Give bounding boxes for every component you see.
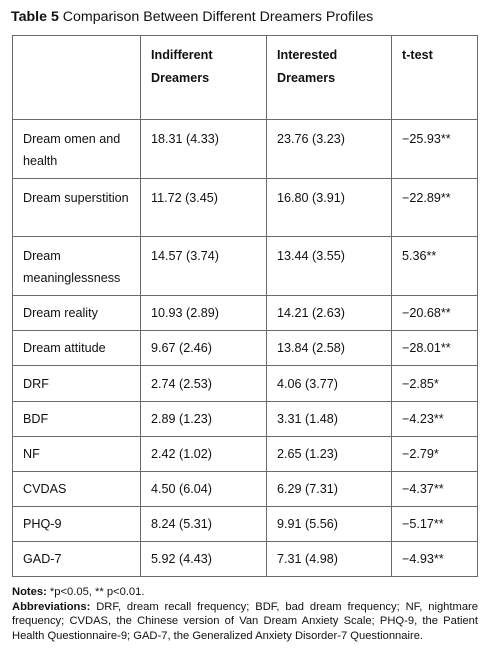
cell-t-test: −4.93** [392, 542, 478, 577]
cell-variable: Dream meaninglessness [13, 237, 141, 296]
cell-interested: 2.65 (1.23) [267, 437, 392, 472]
cell-variable: DRF [13, 366, 141, 402]
cell-variable: GAD-7 [13, 542, 141, 577]
cell-indifferent: 14.57 (3.74) [141, 237, 267, 296]
cell-variable: Dream superstition [13, 179, 141, 237]
table-row [13, 331, 478, 366]
header-row [13, 36, 478, 120]
abbreviations-text: DRF, dream recall frequency; BDF, bad dream frequency; NF, nightmare frequency; CVDAS, the Chinese version of Van Dream Anxiety Scale; PHQ-9, the Patient Health Questionnaire-9; GAD-7, the Generalized Anxiety Disorder-7 Questionnaire. [12, 600, 478, 642]
cell-t-test: −5.17** [392, 507, 478, 542]
cell-interested: 7.31 (4.98) [267, 542, 392, 577]
header-interested-label: Interested Dreamers [277, 48, 338, 85]
header-interested-dreamers [267, 36, 392, 120]
cell-indifferent: 2.89 (1.23) [141, 402, 267, 437]
table-caption [11, 8, 477, 26]
cell-variable: PHQ-9 [13, 507, 141, 542]
notes-line [12, 585, 478, 600]
header-indifferent-dreamers [141, 36, 267, 120]
cell-interested: 13.84 (2.58) [267, 331, 392, 366]
cell-variable: Dream attitude [13, 331, 141, 366]
cell-t-test: −22.89** [392, 179, 478, 237]
cell-indifferent: 8.24 (5.31) [141, 507, 267, 542]
cell-indifferent: 10.93 (2.89) [141, 296, 267, 331]
cell-interested: 16.80 (3.91) [267, 179, 392, 237]
cell-t-test: −4.23** [392, 402, 478, 437]
cell-variable: BDF [13, 402, 141, 437]
table-row [13, 120, 478, 179]
table-row [13, 542, 478, 577]
cell-indifferent: 9.67 (2.46) [141, 331, 267, 366]
cell-interested: 4.06 (3.77) [267, 366, 392, 402]
table-row [13, 237, 478, 296]
cell-indifferent: 2.74 (2.53) [141, 366, 267, 402]
cell-t-test: −2.85* [392, 366, 478, 402]
header-indifferent-label: Indifferent Dreamers [151, 48, 213, 85]
notes-text: *p<0.05, ** p<0.01. [46, 586, 145, 598]
header-variable [13, 36, 141, 120]
table-notes [12, 585, 478, 643]
table-label: Table 5 [11, 9, 59, 25]
table-row [13, 472, 478, 507]
header-t-test: t-test [392, 36, 478, 120]
table-row [13, 507, 478, 542]
comparison-table [12, 35, 478, 577]
notes-label: Notes: [12, 586, 47, 598]
abbreviations-line [12, 600, 478, 644]
cell-t-test: 5.36** [392, 237, 478, 296]
cell-interested: 9.91 (5.56) [267, 507, 392, 542]
table-row [13, 402, 478, 437]
cell-variable: CVDAS [13, 472, 141, 507]
cell-interested: 13.44 (3.55) [267, 237, 392, 296]
table-row [13, 296, 478, 331]
table-row [13, 179, 478, 237]
cell-indifferent: 5.92 (4.43) [141, 542, 267, 577]
table-header [13, 36, 478, 120]
cell-indifferent: 4.50 (6.04) [141, 472, 267, 507]
table-body [13, 120, 478, 577]
cell-t-test: −28.01** [392, 331, 478, 366]
cell-t-test: −25.93** [392, 120, 478, 179]
cell-variable: Dream reality [13, 296, 141, 331]
table-title: Comparison Between Different Dreamers Profiles [62, 9, 374, 25]
cell-indifferent: 18.31 (4.33) [141, 120, 267, 179]
abbreviations-label: Abbreviations: [12, 600, 91, 613]
cell-variable: NF [13, 437, 141, 472]
cell-interested: 23.76 (3.23) [267, 120, 392, 179]
cell-indifferent: 11.72 (3.45) [141, 179, 267, 237]
cell-variable: Dream omen and health [13, 120, 141, 179]
cell-indifferent: 2.42 (1.02) [141, 437, 267, 472]
cell-interested: 14.21 (2.63) [267, 296, 392, 331]
cell-t-test: −4.37** [392, 472, 478, 507]
table-row [13, 366, 478, 402]
table-row [13, 437, 478, 472]
cell-t-test: −20.68** [392, 296, 478, 331]
cell-t-test: −2.79* [392, 437, 478, 472]
cell-interested: 6.29 (7.31) [267, 472, 392, 507]
cell-interested: 3.31 (1.48) [267, 402, 392, 437]
